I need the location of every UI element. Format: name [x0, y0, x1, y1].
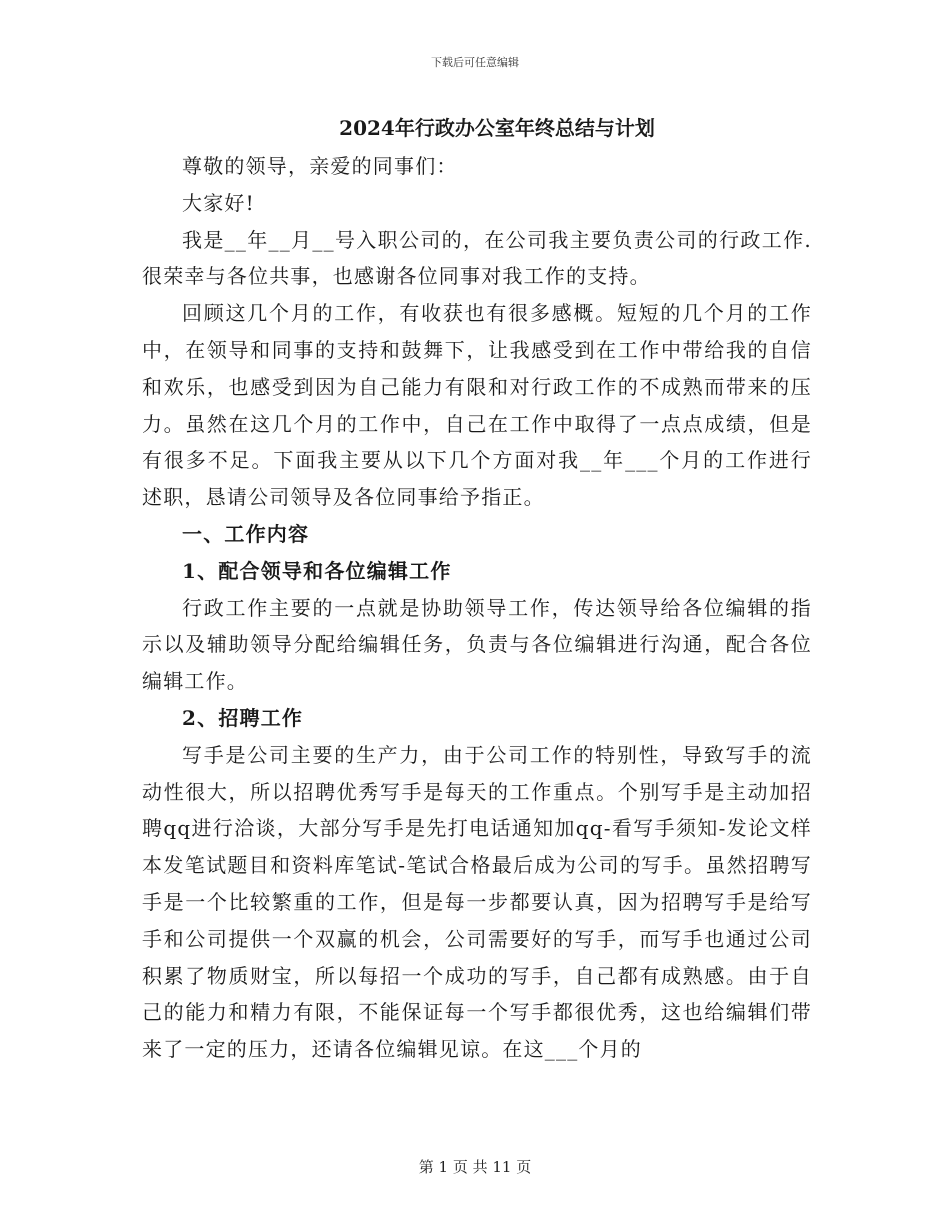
intro-paragraph: 我是__年__月__号入职公司的，在公司我主要负责公司的行政工作.很荣幸与各位共事，也感谢各位同事对我工作的支持。 — [142, 227, 812, 289]
subsection-heading-recruitment: 2、招聘工作 — [182, 705, 304, 730]
review-paragraph: 回顾这几个月的工作，有收获也有很多感概。短短的几个月的工作中，在领导和同事的支持和鼓舞下，让我感受到在工作中带给我的自信和欢乐，也感受到因为自己能力有限和对行政工作的不成熟而带来的压力。虽然在这几个月的工作中，自己在工作中取得了一点点成绩，但是有很多不足。下面我主要从以下几个方面对我__年___个月的工作进行述职，恳请公司领导及各位同事给予指正。 — [142, 301, 812, 510]
subsection-heading-cooperation: 1、配合领导和各位编辑工作 — [182, 558, 452, 583]
greeting-paragraph: 尊敬的领导，亲爱的同事们： — [182, 154, 458, 178]
hello-paragraph: 大家好! — [182, 190, 255, 215]
page-number-footer: 第 1 页 共 11 页 — [418, 1158, 532, 1176]
document-body — [142, 110, 812, 1068]
document-title: 2024年行政办公室年终总结与计划 — [339, 116, 655, 140]
section-heading-work-content: 一、工作内容 — [182, 521, 310, 546]
recruitment-paragraph: 写手是公司主要的生产力，由于公司工作的特别性，导致写手的流动性很大，所以招聘优秀写手是每天的工作重点。个别写手是主动加招聘qq进行洽谈，大部分写手是先打电话通知加qq-看写手须知-发论文样本发笔试题目和资料库笔试-笔试合格最后成为公司的写手。虽然招聘写手是一个比较繁重的工作，但是每一步都要认真，因为招聘写手是给写手和公司提供一个双赢的机会，公司需要好的写手，而写手也通过公司积累了物质财宝，所以每招一个成功的写手，自己都有成熟感。由于自己的能力和精力有限，不能保证每一个写手都很优秀，这也给编辑们带来了一定的压力，还请各位编辑见谅。在这___个月的 — [142, 742, 812, 1062]
page-header-note: 下载后可任意编辑 — [431, 56, 519, 69]
cooperation-paragraph: 行政工作主要的一点就是协助领导工作，传达领导给各位编辑的指示以及辅助领导分配给编辑任务，负责与各位编辑进行沟通，配合各位编辑工作。 — [142, 595, 812, 694]
